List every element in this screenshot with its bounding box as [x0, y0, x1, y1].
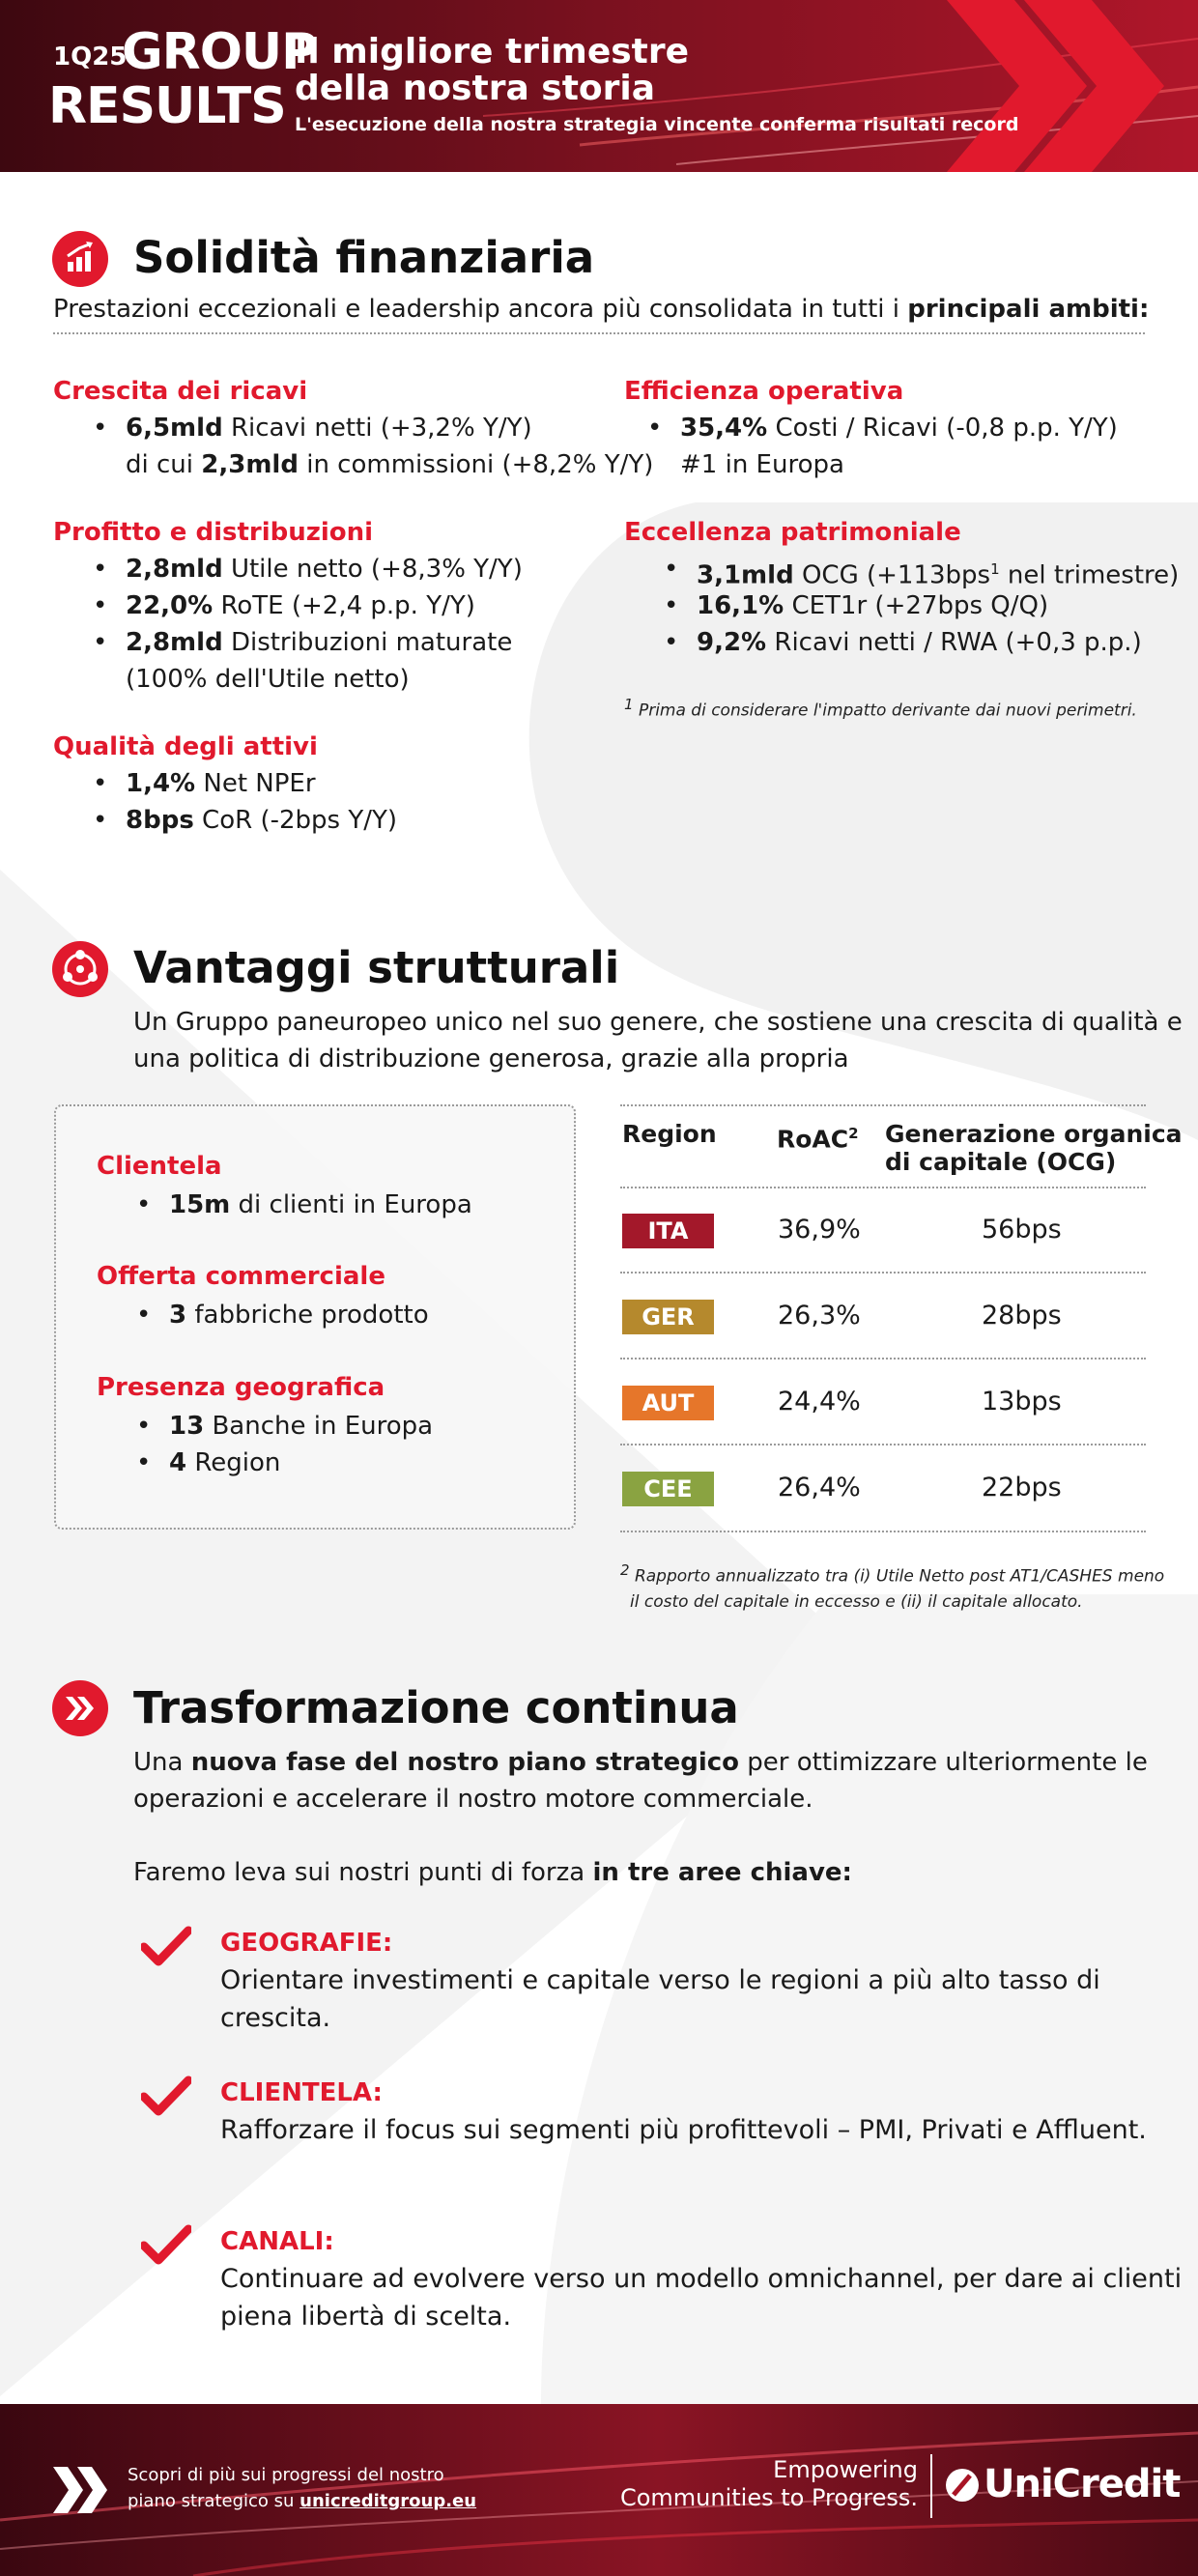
bullet-rote: • 22,0% RoTE (+2,4 p.p. Y/Y) — [93, 591, 475, 620]
bullet-cet1: • 16,1% CET1r (+27bps Q/Q) — [664, 591, 1049, 620]
brand-results: RESULTS — [48, 77, 286, 135]
table-header-ocg: Generazione organica di capitale (OCG) — [885, 1120, 1183, 1176]
region-badge-ger: GER — [622, 1300, 714, 1334]
website-link[interactable]: unicreditgroup.eu — [300, 2491, 477, 2511]
header-title-line1: Il migliore trimestre — [295, 32, 690, 72]
category-revenue-growth: Crescita dei ricavi — [53, 377, 308, 406]
cell-ocg-cee: 22bps — [982, 1473, 1062, 1503]
unicredit-logo-text: UniCredit — [984, 2462, 1181, 2506]
slogan: Empowering Communities to Progress. — [619, 2456, 918, 2511]
cell-roac-ger: 26,3% — [778, 1301, 861, 1331]
section2-intro-line2: una politica di distribuzione generosa, grazie alla propria — [133, 1045, 849, 1073]
cell-ocg-ger: 28bps — [982, 1301, 1062, 1331]
footer-banner — [0, 2404, 1198, 2576]
key-area-text-channels: Continuare ad evolvere verso un modello omnichannel, per dare ai clienti piena libertà di scelta. — [220, 2264, 1183, 2332]
bullet-regions: • 4 Region — [136, 1448, 281, 1477]
bullet-ocg: • 3,1mld OCG (+113bps$^1$ nel trimestre) — [664, 555, 1180, 590]
category-profit: Profitto e distribuzioni — [53, 518, 374, 547]
bullet-cor: • 8bps CoR (-2bps Y/Y) — [93, 806, 398, 835]
cell-ocg-aut: 13bps — [982, 1387, 1062, 1417]
category-commercial-offer: Offerta commerciale — [97, 1262, 385, 1291]
section3-intro-areas: Faremo leva sui nostri punti di forza in tre aree chiave: — [133, 1858, 852, 1887]
table-line — [620, 1444, 1146, 1445]
region-badge-ita: ITA — [622, 1214, 714, 1248]
table-line — [620, 1187, 1146, 1188]
category-capital-excellence: Eccellenza patrimoniale — [624, 518, 961, 547]
section-title-structural: Vantaggi strutturali — [133, 942, 620, 993]
bullet-distributions: • 2,8mld Distribuzioni maturate — [93, 628, 513, 657]
bullet-distributions-line2: (100% dell'Utile netto) — [126, 665, 410, 694]
section2-intro-line1: Un Gruppo paneuropeo unico nel suo genere, che sostiene una crescita di qualità e — [133, 1008, 1183, 1037]
table-line — [620, 1531, 1146, 1532]
section-title-financial: Solidità finanziaria — [133, 232, 595, 283]
header-subtitle: L'esecuzione della nostra strategia vincente conferma risultati record — [295, 114, 1019, 135]
network-nodes-icon — [52, 941, 108, 997]
check-icon — [141, 2075, 191, 2118]
header-banner — [0, 0, 1198, 172]
section1-intro: Prestazioni eccezionali e leadership ancora più consolidata in tutti i principali ambiti: — [53, 295, 1150, 324]
category-geographic-presence: Presenza geografica — [97, 1373, 385, 1402]
category-operational-efficiency: Efficienza operativa — [624, 377, 904, 406]
cell-ocg-ita: 56bps — [982, 1215, 1062, 1245]
footnote-2: $^2$ Rapporto annualizzato tra (i) Utile Netto post AT1/CASHES meno il costo del capitale in eccesso e (ii) il capitale allocato. — [620, 1561, 1165, 1612]
double-chevron-icon — [52, 1680, 108, 1736]
quarter-label: 1Q25 — [53, 43, 128, 72]
category-asset-quality: Qualità degli attivi — [53, 732, 318, 761]
bullet-cost-income: • 35,4% Costi / Ricavi (-0,8 p.p. Y/Y) — [647, 414, 1118, 443]
cell-roac-cee: 26,4% — [778, 1473, 861, 1503]
key-area-text-clients: Rafforzare il focus sui segmenti più profittevoli – PMI, Privati e Affluent. — [220, 2115, 1147, 2145]
footer-divider — [930, 2454, 932, 2518]
bullet-rank-europe: #1 in Europa — [680, 450, 844, 479]
table-header-region: Region — [622, 1120, 717, 1148]
category-clients: Clientela — [97, 1152, 222, 1181]
bar-chart-up-icon — [52, 231, 108, 287]
bullet-npe: • 1,4% Net NPEr — [93, 769, 316, 798]
bullet-net-profit: • 2,8mld Utile netto (+8,3% Y/Y) — [93, 555, 523, 584]
region-badge-aut: AUT — [622, 1386, 714, 1420]
brand-group: GROUP — [122, 23, 318, 81]
divider — [53, 332, 1145, 334]
bullet-clients: • 15m di clienti in Europa — [136, 1190, 472, 1219]
header-title-line2: della nostra storia — [295, 69, 656, 108]
table-top-line — [620, 1104, 1146, 1106]
bullet-banks: • 13 Banche in Europa — [136, 1412, 434, 1441]
table-header-roac: RoAC$^2$ — [777, 1125, 859, 1154]
check-icon — [141, 1926, 191, 1968]
footer-text: Scopri di più sui progressi del nostro piano strategico su unicreditgroup.eu — [128, 2465, 477, 2511]
key-area-head-clients: CLIENTELA: — [220, 2078, 383, 2107]
section3-intro-line1: Una nuova fase del nostro piano strategico per ottimizzare ulteriormente le — [133, 1748, 1148, 1777]
bullet-factories: • 3 fabbriche prodotto — [136, 1301, 429, 1330]
check-icon — [141, 2224, 191, 2267]
cell-roac-aut: 24,4% — [778, 1387, 861, 1417]
bullet-revenues: • 6,5mld Ricavi netti (+3,2% Y/Y) — [93, 414, 532, 443]
table-line — [620, 1272, 1146, 1274]
key-area-text-geographies: Orientare investimenti e capitale verso le regioni a più alto tasso di crescita. — [220, 1965, 1100, 2033]
section-title-transformation: Trasformazione continua — [133, 1682, 739, 1733]
region-badge-cee: CEE — [622, 1472, 714, 1506]
cell-roac-ita: 36,9% — [778, 1215, 861, 1245]
key-area-head-channels: CANALI: — [220, 2227, 334, 2256]
key-area-head-geographies: GEOGRAFIE: — [220, 1929, 393, 1958]
bullet-rwa: • 9,2% Ricavi netti / RWA (+0,3 p.p.) — [664, 628, 1142, 657]
table-line — [620, 1358, 1146, 1360]
bullet-commissions: di cui 2,3mld in commissioni (+8,2% Y/Y) — [126, 450, 654, 479]
footnote-1: $^1$ Prima di considerare l'impatto derivante dai nuovi perimetri. — [624, 696, 1137, 721]
section3-intro-line2: operazioni e accelerare il nostro motore commerciale. — [133, 1785, 813, 1814]
